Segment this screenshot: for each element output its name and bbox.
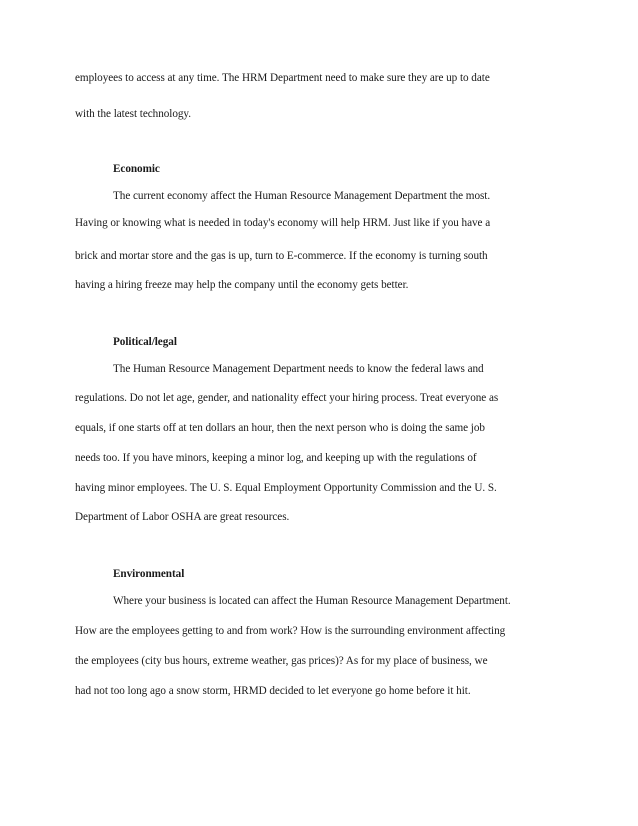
paragraph-line: The current economy affect the Human Resource Management Department the most.: [113, 190, 491, 202]
paragraph-line: The Human Resource Management Department needs to know the federal laws and: [113, 363, 484, 375]
paragraph-line: had not too long ago a snow storm, HRMD decided to let everyone go home before it hit.: [75, 685, 471, 697]
paragraph-line: regulations. Do not let age, gender, and nationality effect your hiring process. Treat everyone as: [75, 392, 499, 404]
paragraph-line: brick and mortar store and the gas is up, turn to E-commerce. If the economy is turning south: [75, 250, 488, 262]
paragraph-line: needs too. If you have minors, keeping a minor log, and keeping up with the regulations of: [75, 452, 477, 464]
paragraph-line: having a hiring freeze may help the company until the economy gets better.: [75, 279, 409, 291]
paragraph-line: Department of Labor OSHA are great resources.: [75, 511, 290, 523]
paragraph-line: employees to access at any time. The HRM Department need to make sure they are up to date: [75, 72, 490, 84]
paragraph-line: Having or knowing what is needed in today's economy will help HRM. Just like if you have a: [75, 217, 491, 229]
paragraph-line: How are the employees getting to and from work? How is the surrounding environment affecting: [75, 625, 506, 637]
paragraph-line: having minor employees. The U. S. Equal Employment Opportunity Commission and the U. S.: [75, 482, 497, 494]
paragraph-line: Where your business is located can affect the Human Resource Management Department.: [113, 595, 511, 607]
section-heading-economic: Economic: [113, 163, 160, 175]
paragraph-line: the employees (city bus hours, extreme weather, gas prices)? As for my place of business, we: [75, 655, 488, 667]
paragraph-line: equals, if one starts off at ten dollars an hour, then the next person who is doing the same job: [75, 422, 485, 434]
section-heading-environmental: Environmental: [113, 568, 185, 580]
section-heading-political-legal: Political/legal: [113, 336, 177, 348]
paragraph-line: with the latest technology.: [75, 108, 191, 120]
